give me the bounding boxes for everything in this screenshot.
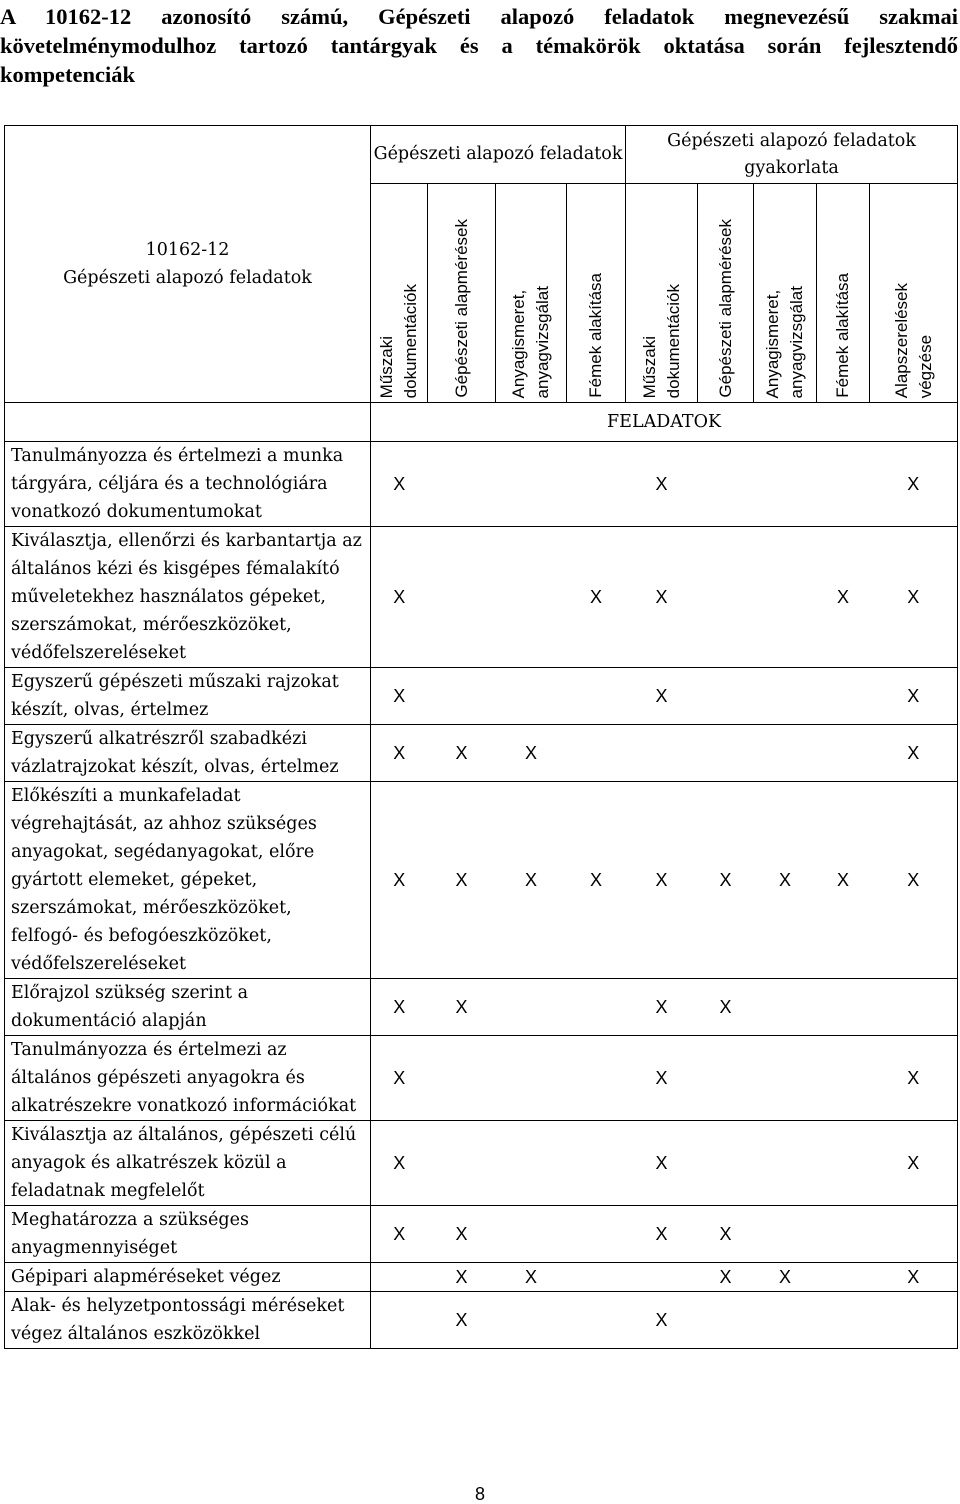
task-cell: Gépipari alapméréseket végez: [5, 1263, 371, 1292]
task-cell: Előrajzol szükség szerint a dokumentáció alapján: [5, 979, 371, 1036]
mark-cell: X: [626, 1292, 698, 1349]
mark-cell: [371, 1263, 428, 1292]
mark-cell: [754, 442, 817, 527]
section-spacer-cell: [5, 403, 371, 442]
mark-cell: X: [870, 527, 958, 668]
mark-cell: [428, 668, 496, 725]
task-cell: Kiválasztja, ellenőrzi és karbantartja az általános kézi és kisgépes fémalakító műveletekhez használatos gépeket, szerszámokat, mérőeszközöket, védőfelszereléseket: [5, 527, 371, 668]
mark-cell: [371, 1292, 428, 1349]
mark-cell: [870, 1292, 958, 1349]
mark-cell: X: [698, 1206, 754, 1263]
mark-cell: [817, 668, 870, 725]
mark-cell: X: [698, 979, 754, 1036]
table-row: [5, 668, 958, 725]
mark-cell: [817, 725, 870, 782]
mark-cell: X: [870, 782, 958, 979]
page-number: 8: [474, 1484, 485, 1504]
mark-cell: [496, 1292, 567, 1349]
mark-cell: [496, 1121, 567, 1206]
mark-cell: [754, 1121, 817, 1206]
mark-cell: X: [870, 725, 958, 782]
table-row: [5, 1292, 958, 1349]
task-cell: Meghatározza a szükséges anyagmennyiséget: [5, 1206, 371, 1263]
subject-group-practice: Gépészeti alapozó feladatok gyakorlata: [626, 126, 958, 184]
mark-cell: [754, 527, 817, 668]
mark-cell: X: [371, 442, 428, 527]
mark-cell: [698, 442, 754, 527]
mark-cell: X: [371, 1036, 428, 1121]
mark-cell: X: [371, 782, 428, 979]
mark-cell: [428, 1121, 496, 1206]
module-code: 10162-12: [145, 240, 230, 260]
table-row: [5, 979, 958, 1036]
topic-header-cell: [428, 184, 496, 403]
mark-cell: [567, 1206, 626, 1263]
task-cell: Egyszerű gépészeti műszaki rajzokat készít, olvas, értelmez: [5, 668, 371, 725]
competency-table: [4, 125, 958, 1349]
mark-cell: X: [496, 1263, 567, 1292]
mark-cell: [428, 442, 496, 527]
mark-cell: [496, 1206, 567, 1263]
mark-cell: [496, 668, 567, 725]
mark-cell: [754, 1292, 817, 1349]
mark-cell: X: [626, 1036, 698, 1121]
topic-header-label: Gépészeti alapmérések: [715, 219, 735, 398]
topic-header-label: Gépészeti alapmérések: [451, 219, 471, 398]
mark-cell: [698, 668, 754, 725]
mark-cell: X: [626, 527, 698, 668]
task-cell: Előkészíti a munkafeladat végrehajtását, az ahhoz szükséges anyagokat, segédanyagokat, előre gyártott elemeket, gépeket, szerszámokat, mérőeszközöket, felfogó- és befogóeszközöket, védőfelszereléseket: [5, 782, 371, 979]
mark-cell: [567, 442, 626, 527]
mark-cell: X: [870, 442, 958, 527]
mark-cell: [817, 1121, 870, 1206]
mark-cell: [698, 1121, 754, 1206]
mark-cell: [567, 1121, 626, 1206]
mark-cell: X: [626, 668, 698, 725]
mark-cell: X: [870, 1036, 958, 1121]
mark-cell: [428, 527, 496, 668]
mark-cell: [496, 979, 567, 1036]
mark-cell: X: [567, 782, 626, 979]
mark-cell: X: [626, 1121, 698, 1206]
mark-cell: [567, 725, 626, 782]
mark-cell: X: [371, 668, 428, 725]
topic-header-label: Alapszerelések végzése: [891, 282, 935, 398]
topic-header-label: Műszaki dokumentációk: [639, 283, 683, 398]
task-cell: Tanulmányozza és értelmezi az általános gépészeti anyagokra és alkatrészekre vonatkozó információkat: [5, 1036, 371, 1121]
mark-cell: [817, 442, 870, 527]
topic-header-label: Fémek alakítása: [586, 273, 606, 398]
mark-cell: X: [428, 1263, 496, 1292]
mark-cell: [698, 1036, 754, 1121]
mark-cell: X: [626, 979, 698, 1036]
module-name: Gépészeti alapozó feladatok: [63, 268, 312, 288]
mark-cell: [817, 979, 870, 1036]
mark-cell: X: [754, 1263, 817, 1292]
mark-cell: [567, 1292, 626, 1349]
mark-cell: [817, 1263, 870, 1292]
task-cell: Alak- és helyzetpontossági méréseket végez általános eszközökkel: [5, 1292, 371, 1349]
mark-cell: [567, 1263, 626, 1292]
table-row: [5, 527, 958, 668]
mark-cell: X: [496, 782, 567, 979]
topic-header-cell: [496, 184, 567, 403]
mark-cell: X: [870, 668, 958, 725]
topic-header-label: Anyagismeret, anyagvizsgálat: [509, 285, 552, 398]
mark-cell: X: [698, 782, 754, 979]
mark-cell: [817, 1206, 870, 1263]
task-cell: Kiválasztja az általános, gépészeti célú anyagok és alkatrészek közül a feladatnak megfelelőt: [5, 1121, 371, 1206]
mark-cell: X: [428, 1292, 496, 1349]
mark-cell: [496, 527, 567, 668]
mark-cell: X: [817, 527, 870, 668]
mark-cell: [626, 1263, 698, 1292]
mark-cell: [754, 979, 817, 1036]
document-title: A 10162-12 azonosító számú, Gépészeti alapozó feladatok megnevezésű szakmai követelménymodulhoz tartozó tantárgyak és a témakörök oktatása során fejlesztendő kompetenciák: [0, 4, 958, 87]
mark-cell: [428, 1036, 496, 1121]
mark-cell: [698, 1292, 754, 1349]
table-row: [5, 1036, 958, 1121]
mark-cell: [754, 725, 817, 782]
mark-cell: X: [626, 442, 698, 527]
mark-cell: [698, 527, 754, 668]
mark-cell: X: [428, 979, 496, 1036]
mark-cell: [567, 979, 626, 1036]
topic-header-cell: [698, 184, 754, 403]
topic-header-cell: [567, 184, 626, 403]
table-row: [5, 442, 958, 527]
mark-cell: X: [870, 1121, 958, 1206]
mark-cell: [870, 1206, 958, 1263]
mark-cell: X: [371, 1121, 428, 1206]
mark-cell: [496, 1036, 567, 1121]
topic-header-cell: [870, 184, 958, 403]
topic-header-cell: [817, 184, 870, 403]
mark-cell: X: [567, 527, 626, 668]
mark-cell: X: [698, 1263, 754, 1292]
mark-cell: X: [371, 527, 428, 668]
task-cell: Tanulmányozza és értelmezi a munka tárgyára, céljára és a technológiára vonatkozó dokumentumokat: [5, 442, 371, 527]
mark-cell: X: [371, 1206, 428, 1263]
mark-cell: [754, 1036, 817, 1121]
mark-cell: X: [754, 782, 817, 979]
topic-header-cell: [371, 184, 428, 403]
section-row: [5, 403, 958, 442]
mark-cell: X: [428, 725, 496, 782]
table-row: [5, 782, 958, 979]
topic-header-label: Fémek alakítása: [833, 273, 853, 398]
mark-cell: X: [870, 1263, 958, 1292]
mark-cell: [626, 725, 698, 782]
topic-header-cell: [754, 184, 817, 403]
mark-cell: X: [626, 1206, 698, 1263]
mark-cell: X: [626, 782, 698, 979]
module-header-cell: [5, 126, 371, 403]
mark-cell: [817, 1036, 870, 1121]
mark-cell: [754, 1206, 817, 1263]
table-row: [5, 725, 958, 782]
mark-cell: X: [371, 725, 428, 782]
topic-header-label: Anyagismeret, anyagvizsgálat: [763, 285, 807, 398]
table-row: [5, 1263, 958, 1292]
mark-cell: X: [428, 1206, 496, 1263]
mark-cell: [870, 979, 958, 1036]
mark-cell: [817, 1292, 870, 1349]
mark-cell: X: [428, 782, 496, 979]
mark-cell: X: [496, 725, 567, 782]
mark-cell: X: [371, 979, 428, 1036]
subject-group-theory: Gépészeti alapozó feladatok: [371, 126, 626, 184]
task-cell: Egyszerű alkatrészről szabadkézi vázlatrajzokat készít, olvas, értelmez: [5, 725, 371, 782]
mark-cell: [496, 442, 567, 527]
mark-cell: [754, 668, 817, 725]
mark-cell: [567, 1036, 626, 1121]
mark-cell: [567, 668, 626, 725]
table-row: [5, 1121, 958, 1206]
table-row: [5, 1206, 958, 1263]
mark-cell: [698, 725, 754, 782]
topic-header-label: Műszaki dokumentációk: [377, 283, 420, 398]
header-row-groups: [5, 126, 958, 184]
mark-cell: X: [817, 782, 870, 979]
section-label: FELADATOK: [371, 403, 958, 442]
topic-header-cell: [626, 184, 698, 403]
